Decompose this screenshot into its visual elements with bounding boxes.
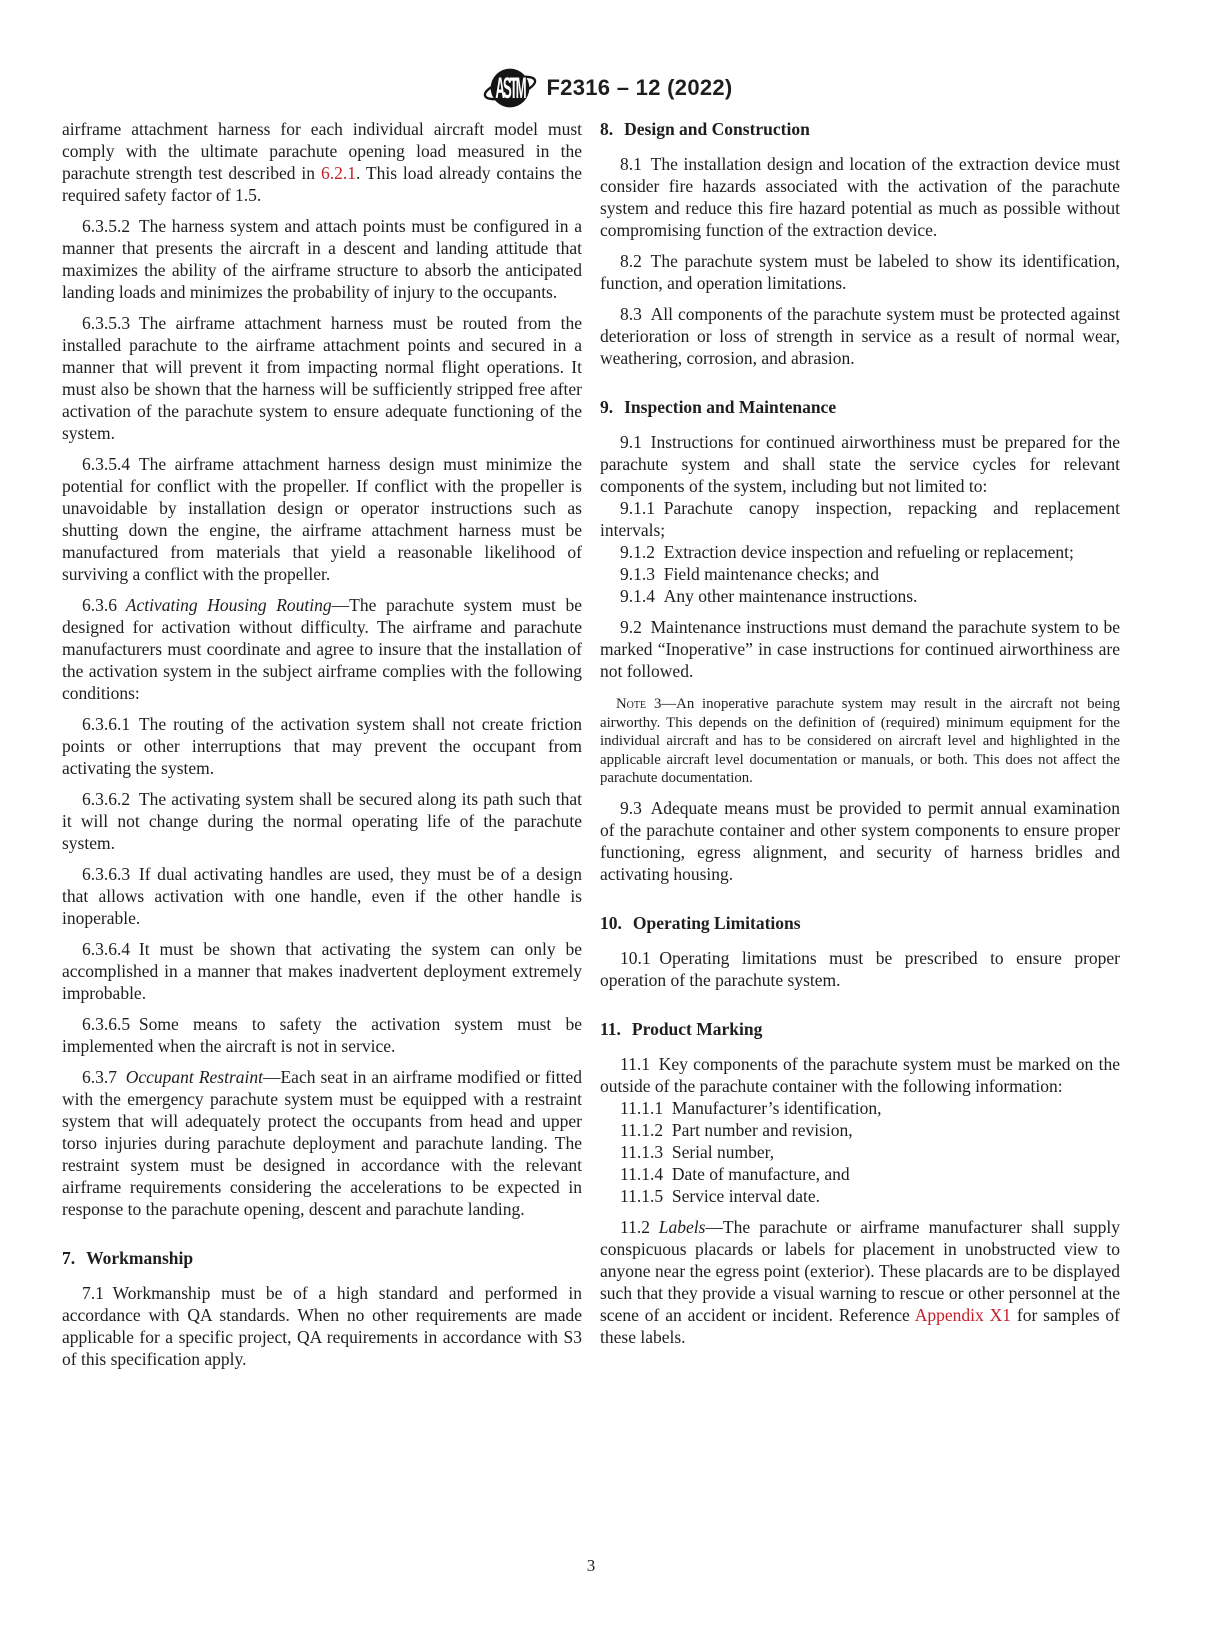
body-paragraph (62, 863, 582, 929)
body-paragraph (62, 788, 582, 854)
text-run: 9.2 Maintenance instructions must demand the parachute system to be marked “Inoperative” in case instructions for continued airworthiness are not followed. (600, 617, 1120, 681)
text-run: —The parachute or airframe manufacturer shall supply conspicuous placards or labels for placement in unobstructed view to anyone near the egress point (exterior). These placards are to be displayed such that they provide a visual warning to rescue or other personnel at the scene of an accident or incident. Reference (600, 1216, 1120, 1325)
text-run: . This load already contains the required safety factor of 1.5. (62, 163, 582, 205)
text-run: 6.3.6.3 If dual activating handles are used, they must be of a design that allows activation with one handle, even if the other handle is inoperable. (62, 864, 582, 928)
text-run: 11.1 Key components of the parachute system must be marked on the outside of the parachute container with the following information: (600, 1053, 1120, 1096)
column-right (600, 118, 1120, 1370)
section-title: Design and Construction (624, 119, 810, 139)
section-title: Product Marking (631, 1018, 763, 1039)
body-paragraph (62, 938, 582, 1004)
body-paragraph (600, 585, 1120, 607)
text-run: An inoperative parachute system may result in the aircraft not being airworthy. This depends on the definition of (required) minimum equipment for the individual aircraft and has to be considered on aircraft level and highlighted in the applicable aircraft level documentation or manuals, or both. This does not affect the parachute documentation. (600, 696, 1120, 787)
text-run: 9.1.4 Any other maintenance instructions. (620, 586, 918, 606)
section-number: 7. (62, 1248, 76, 1268)
text-run: 6.3.6.2 The activating system shall be secured along its path such that it will not change during the normal operating life of the parachute system. (62, 789, 582, 853)
text-run: 9.1.1 Parachute canopy inspection, repacking and replacement intervals; (600, 498, 1120, 540)
text-run: 11.1.5 Service interval date. (620, 1185, 821, 1206)
section-heading (62, 1247, 582, 1269)
column-left (62, 118, 582, 1370)
text-run: 10.1 Operating limitations must be prescribed to ensure proper operation of the parachute system. (600, 947, 1120, 990)
body-paragraph (600, 616, 1120, 682)
text-run: 6.3.5.2 The harness system and attach points must be configured in a manner that presents the aircraft in a descent and landing attitude that maximizes the ability of the airframe structure to absorb the anticipated landing loads and minimizes the probability of injury to the occupants. (62, 216, 582, 302)
text-run: 6.3.6 (82, 595, 126, 615)
document-designation-title: F2316 – 12 (2022) (546, 75, 733, 100)
section-title: Operating Limitations (632, 912, 801, 933)
text-run: —Each seat in an airframe modified or fitted with the emergency parachute system must be equipped with a restraint system that will adequately protect the occupants from head and upper torso injuries during parachute deployment and parachute landing. The restraint system must be designed in accordance with the relevant airframe requirements considering the accelerations to be expected in response to the parachute opening, descent and parachute landing. (62, 1067, 582, 1219)
section-heading (600, 118, 1120, 140)
body-paragraph (600, 1216, 1120, 1348)
body-paragraph (62, 1066, 582, 1220)
body-paragraph (600, 497, 1120, 541)
section-title: Workmanship (86, 1248, 194, 1268)
text-run: 9.3 Adequate means must be provided to permit annual examination of the parachute container and other system components to ensure proper functioning, egress alignment, and security of harness bridles and activating housing. (600, 797, 1120, 884)
defined-term: Labels (658, 1216, 706, 1237)
text-run: 6.3.7 (82, 1067, 126, 1087)
body-paragraph (62, 1282, 582, 1370)
body-paragraph (600, 303, 1120, 369)
text-run: for samples of these labels. (600, 1304, 1121, 1347)
text-run: —The parachute system must be designed for activation without difficulty. The airframe and parachute manufacturers must coordinate and agree to insure that the installation of the activation system in the subject airframe complies with the following conditions: (62, 595, 582, 703)
text-run: 8.1 The installation design and location of the extraction device must consider fire hazards associated with the activation of the parachute system and reduce this fire hazard potential as much as possible without compromising function of the extraction device. (600, 154, 1120, 240)
body-paragraph (62, 713, 582, 779)
text-run: 11.1.3 Serial number, (620, 1141, 775, 1162)
two-column-body (62, 118, 1120, 1370)
text-run: 11.1.4 Date of manufacture, and (620, 1163, 850, 1184)
text-run: 11.1.2 Part number and revision, (620, 1119, 853, 1140)
body-paragraph (600, 1185, 1120, 1207)
svg-text:ASTM: ASTM (495, 71, 526, 105)
body-paragraph (600, 431, 1120, 497)
section-number: 11. (600, 1018, 621, 1039)
text-run: 9.1.2 Extraction device inspection and refueling or replacement; (620, 542, 1074, 562)
body-paragraph (600, 541, 1120, 563)
body-paragraph (62, 215, 582, 303)
body-paragraph (600, 1053, 1120, 1097)
section-title: Inspection and Maintenance (624, 397, 837, 417)
text-run: 11.2 (620, 1216, 659, 1237)
defined-term: Activating Housing Routing (125, 595, 332, 615)
body-paragraph (600, 1119, 1120, 1141)
body-paragraph (62, 594, 582, 704)
body-paragraph (600, 563, 1120, 585)
body-paragraph (600, 153, 1120, 241)
text-run: 7.1 Workmanship must be of a high standard and performed in accordance with QA standards. When no other requirements are made applicable for a specific project, QA requirements in accordance with S3 of this specification apply. (62, 1283, 582, 1369)
section-heading (600, 1018, 1120, 1040)
cross-reference-link[interactable]: 6.2.1 (320, 163, 356, 183)
text-run: airframe attachment harness for each individual aircraft model must comply with the ultimate parachute opening load measured in the parachute strength test described in (62, 119, 582, 183)
body-paragraph (600, 947, 1120, 991)
text-run: 9.1.3 Field maintenance checks; and (620, 564, 880, 584)
page-header (0, 60, 1216, 116)
note-label: Note 3— (616, 696, 677, 712)
text-run: 6.3.6.1 The routing of the activation system shall not create friction points or other interruptions that may prevent the occupant from activating the system. (62, 714, 582, 778)
body-paragraph (600, 1097, 1120, 1119)
body-paragraph (600, 1163, 1120, 1185)
cross-reference-link[interactable]: Appendix X1 (914, 1304, 1011, 1325)
body-paragraph (600, 1141, 1120, 1163)
section-number: 10. (600, 912, 622, 933)
text-run: 6.3.6.4 It must be shown that activating the system can only be accomplished in a manner that makes inadvertent deployment extremely improbable. (62, 939, 582, 1003)
body-paragraph (62, 118, 582, 206)
body-paragraph (62, 1013, 582, 1057)
text-run: 8.3 All components of the parachute system must be protected against deterioration or loss of strength in service as a result of normal wear, weathering, corrosion, and abrasion. (600, 304, 1120, 368)
body-paragraph (62, 453, 582, 585)
text-run: 8.2 The parachute system must be labeled to show its identification, function, and operation limitations. (600, 251, 1120, 293)
page-number: 3 (586, 1556, 596, 1575)
astm-globe-logo-icon (483, 60, 537, 116)
note-paragraph (600, 695, 1120, 788)
section-heading (600, 396, 1120, 418)
section-number: 8. (600, 119, 614, 139)
defined-term: Occupant Restraint (125, 1067, 263, 1087)
text-run: 11.1.1 Manufacturer’s identification, (620, 1097, 882, 1118)
text-run: 6.3.5.3 The airframe attachment harness must be routed from the installed parachute to the airframe attachment points and secured in a manner that will prevent it from impacting normal flight operations. It must also be shown that the harness will be sufficiently stripped free after activation of the parachute system to ensure adequate functioning of the system. (62, 313, 582, 443)
body-paragraph (600, 250, 1120, 294)
body-paragraph (62, 312, 582, 444)
text-run: 9.1 Instructions for continued airworthiness must be prepared for the parachute system and shall state the service cycles for relevant components of the system, including but not limited to: (600, 432, 1120, 496)
text-run: 6.3.5.4 The airframe attachment harness design must minimize the potential for conflict with the propeller. If conflict with the propeller is unavoidable by installation design or operator instructions such as shutting down the engine, the airframe attachment harness must be manufactured from materials that yield a reasonable likelihood of surviving a conflict with the propeller. (62, 454, 582, 584)
text-run: 6.3.6.5 Some means to safety the activation system must be implemented when the aircraft is not in service. (62, 1014, 582, 1056)
section-number: 9. (600, 397, 614, 417)
section-heading (600, 912, 1120, 934)
body-paragraph (600, 797, 1120, 885)
